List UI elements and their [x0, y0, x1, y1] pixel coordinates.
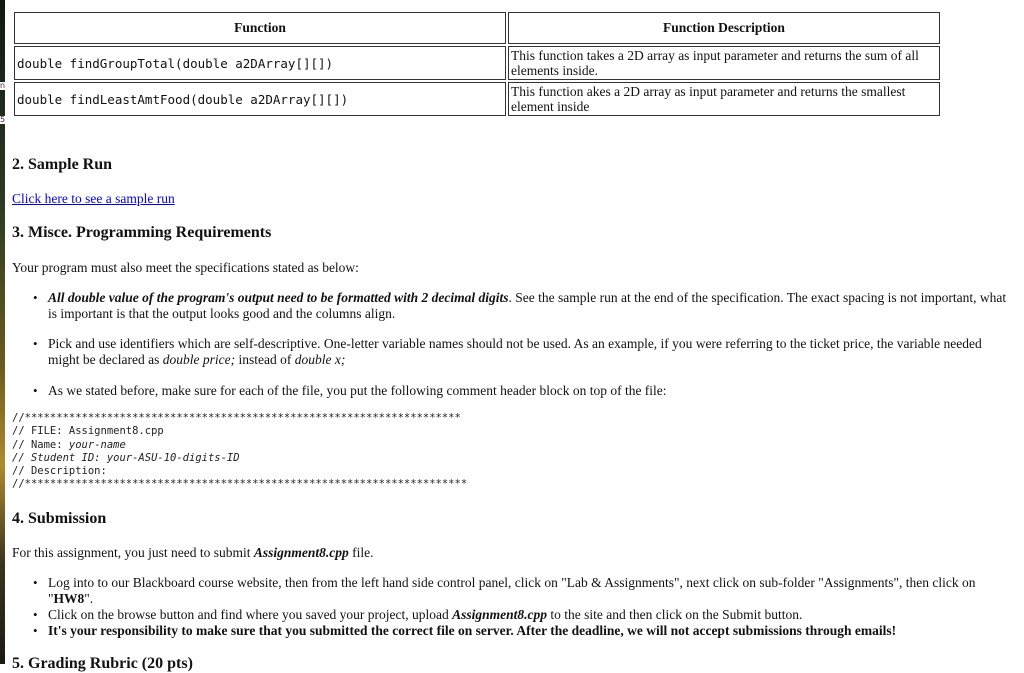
list-item	[33, 575, 1013, 607]
list-item-rest: . See the sample run at the end of the specification. The exact spacing is not important, what is important is that the output looks good and the columns align.	[48, 290, 1007, 321]
comment-header-block	[12, 412, 467, 492]
function-signature: double findGroupTotal(double a2DArray[][])	[14, 46, 506, 80]
bullet-icon: •	[33, 623, 38, 638]
code-example: double x;	[294, 352, 346, 367]
table-header-function: Function	[14, 12, 506, 44]
list-item-text: It's your responsibility to make sure that you submitted the correct file on server. After the deadline, we will not accept submissions through emails!	[48, 623, 897, 638]
code-line: // FILE: Assignment8.cpp	[12, 425, 164, 438]
code-line-italic: // Student ID: your-ASU-10-digits-ID	[12, 451, 240, 464]
bullet-icon: •	[33, 607, 38, 622]
intro-part: For this assignment, you just need to submit	[12, 545, 254, 560]
list-item-part: Click on the browse button and find where you saved your project, upload	[48, 607, 453, 622]
emphasis-text: All double value of the program's output need to be formatted with 2 decimal digits	[48, 290, 509, 305]
function-table	[12, 10, 942, 118]
function-description: This function takes a 2D array as input parameter and returns the sum of all elements inside.	[508, 46, 940, 80]
bullet-icon: •	[33, 336, 38, 351]
left-window-edge	[0, 0, 5, 664]
list-item-text	[48, 607, 1013, 623]
table-header-description: Function Description	[508, 12, 940, 44]
intro-part: file.	[348, 545, 374, 560]
misc-intro: Your program must also meet the specifications stated as below:	[12, 260, 359, 275]
list-item-part: Pick and use identifiers which are self-descriptive. One-letter variable names should not be used. As an example, if you were referring to the ticket price, the variable needed might be declared as	[48, 336, 982, 367]
list-item-part: Log into to our Blackboard course website, then from the left hand side control panel, click on "Lab & Assignments", next click on sub-folder "Assignments", then click on "	[48, 575, 976, 606]
list-item-part: ".	[84, 591, 94, 606]
list-item-text	[48, 575, 1013, 607]
table-row	[14, 82, 940, 116]
bullet-icon: •	[33, 575, 38, 590]
folder-name: HW8	[53, 591, 85, 606]
list-item-text	[48, 290, 1013, 322]
sample-run-link[interactable]: Click here to see a sample run	[12, 191, 175, 206]
list-item	[33, 623, 1013, 639]
bullet-icon: •	[33, 290, 38, 305]
code-line: // Description:	[12, 465, 107, 478]
section-heading-sample-run: 2. Sample Run	[12, 156, 113, 173]
bullet-icon: •	[33, 383, 38, 398]
function-description: This function akes a 2D array as input parameter and returns the smallest element inside	[508, 82, 940, 116]
code-example: double price;	[162, 352, 236, 367]
sample-run-paragraph	[12, 191, 175, 207]
list-item-text	[48, 336, 1013, 368]
section-heading-submission: 4. Submission	[12, 510, 107, 527]
list-item	[33, 607, 1013, 623]
list-item	[33, 290, 1013, 324]
code-line: //*********************************************************************	[12, 412, 461, 424]
edge-glyph: n	[0, 81, 6, 90]
submission-intro	[12, 545, 374, 561]
code-line: // Name:	[12, 438, 69, 451]
code-line: //**********************************************************************	[12, 478, 468, 491]
list-item	[33, 383, 1013, 401]
table-header-row	[14, 12, 940, 44]
list-item-part: instead of	[235, 352, 295, 367]
list-item-text: As we stated before, make sure for each of the file, you put the following comment header block on top of the file:	[48, 383, 667, 398]
file-name: Assignment8.cpp	[253, 545, 349, 560]
file-name: Assignment8.cpp	[452, 607, 548, 622]
edge-glyph: 5	[0, 115, 6, 124]
section-heading-grading-rubric: 5. Grading Rubric (20 pts)	[12, 655, 193, 672]
table-row	[14, 46, 940, 80]
section-heading-misc-requirements: 3. Misce. Programming Requirements	[12, 224, 272, 241]
list-item-part: to the site and then click on the Submit button.	[547, 607, 803, 622]
list-item	[33, 336, 1013, 370]
function-signature: double findLeastAmtFood(double a2DArray[][])	[14, 82, 506, 116]
code-line-italic: your-name	[68, 438, 126, 451]
